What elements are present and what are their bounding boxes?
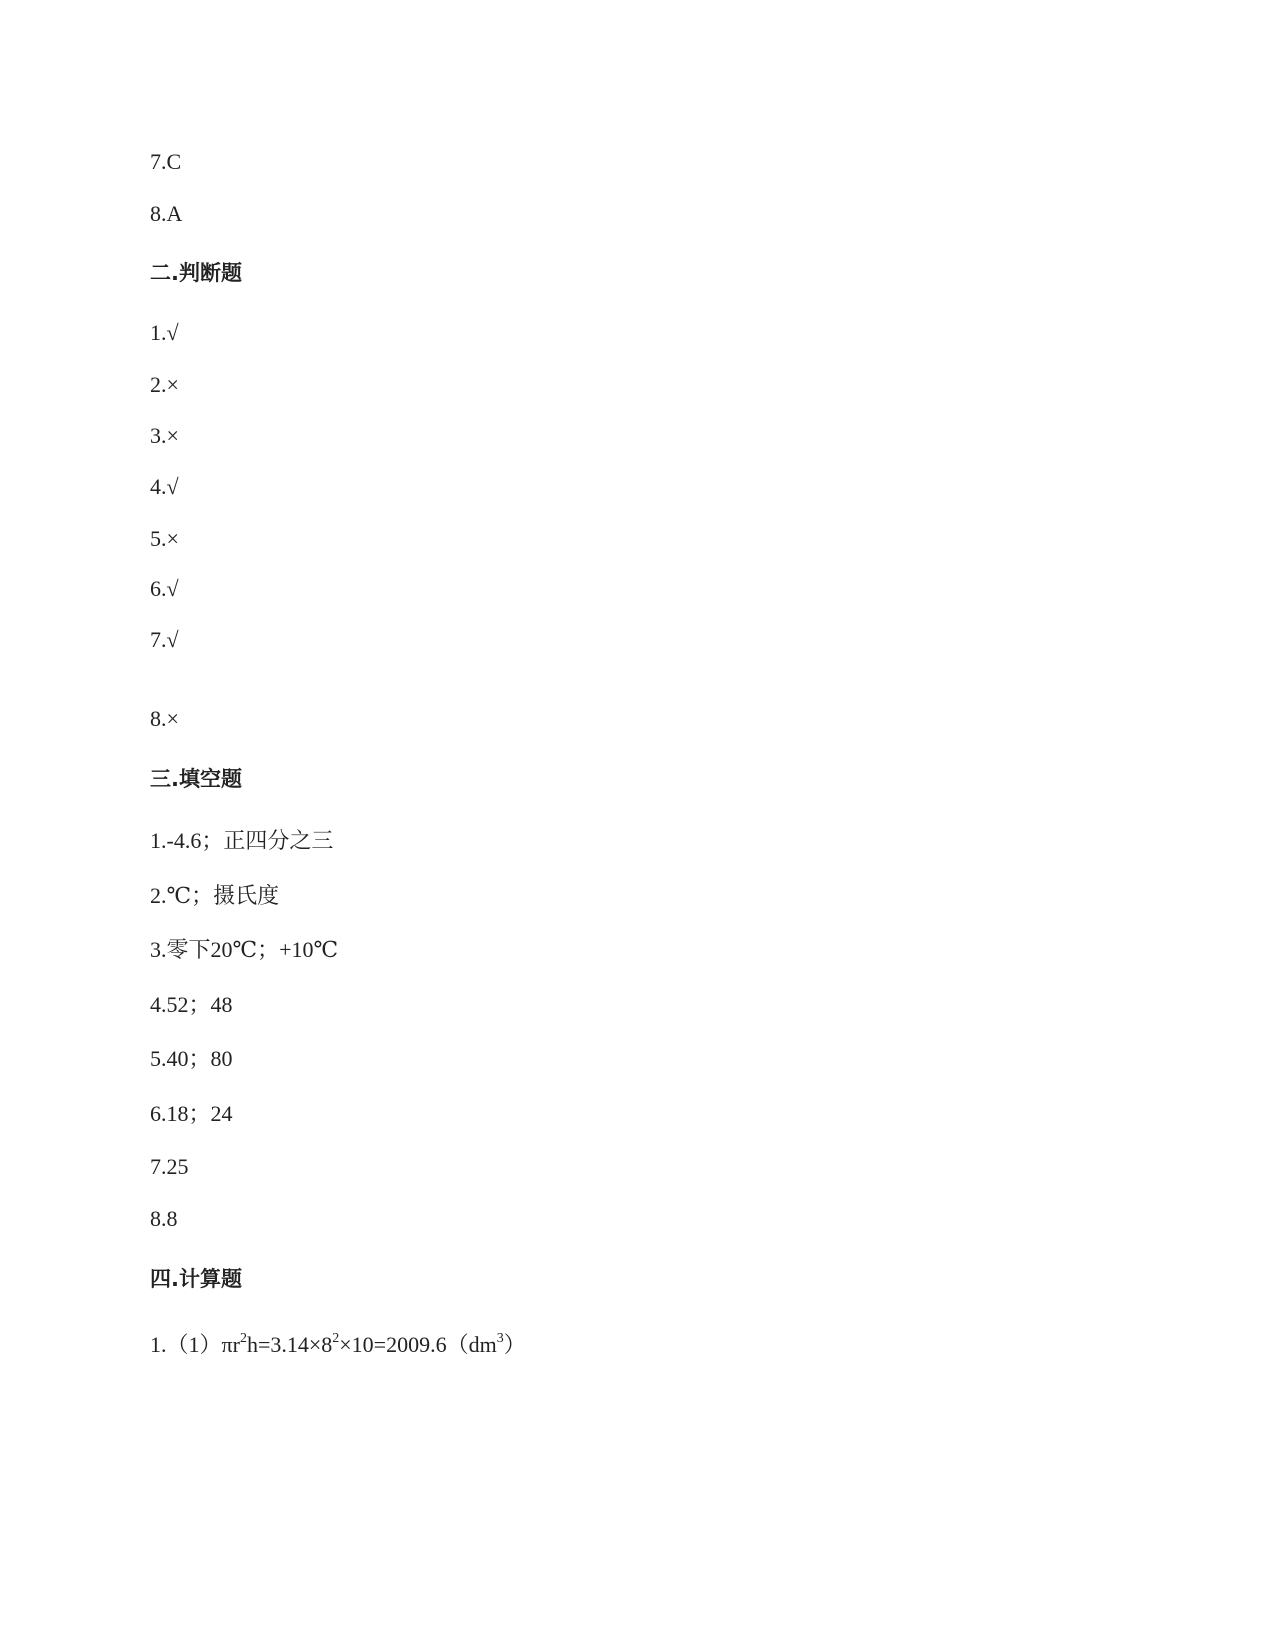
fill-answer-5: 5.40；80 — [150, 1046, 233, 1071]
judgment-answer-2: 2.× — [150, 372, 179, 397]
formula-result: ×10=2009.6（dm — [339, 1332, 497, 1357]
judgment-answer-4: 4.√ — [150, 474, 179, 499]
choice-answer-8: 8.A — [150, 201, 183, 226]
judgment-answer-5: 5.× — [150, 526, 179, 551]
judgment-answer-3: 3.× — [150, 423, 179, 448]
judgment-answer-7: 7.√ — [150, 627, 179, 652]
formula-middle: h=3.14×8 — [246, 1332, 333, 1357]
fill-answer-3: 3.零下20℃；+10℃ — [150, 937, 339, 962]
calculation-answer-1 — [150, 1332, 526, 1358]
formula-prefix: 1.（1）πr — [150, 1332, 240, 1357]
section-heading-fill-blank: 三.填空题 — [150, 767, 242, 791]
fill-answer-7: 7.25 — [150, 1154, 189, 1179]
fill-answer-4: 4.52；48 — [150, 992, 233, 1017]
exponent: 3 — [496, 1330, 504, 1346]
fill-answer-2: 2.℃；摄氏度 — [150, 883, 280, 908]
exponent: 2 — [239, 1330, 247, 1346]
fill-answer-8: 8.8 — [150, 1206, 178, 1231]
judgment-answer-6: 6.√ — [150, 576, 179, 601]
fill-answer-1: 1.-4.6；正四分之三 — [150, 828, 334, 853]
judgment-answer-1: 1.√ — [150, 320, 179, 345]
exponent: 2 — [332, 1330, 340, 1346]
judgment-answer-8: 8.× — [150, 706, 179, 731]
section-heading-judgment: 二.判断题 — [150, 261, 242, 285]
formula-suffix: ） — [503, 1332, 526, 1357]
fill-answer-6: 6.18；24 — [150, 1101, 233, 1126]
section-heading-calculation: 四.计算题 — [150, 1267, 242, 1291]
choice-answer-7: 7.C — [150, 149, 182, 174]
